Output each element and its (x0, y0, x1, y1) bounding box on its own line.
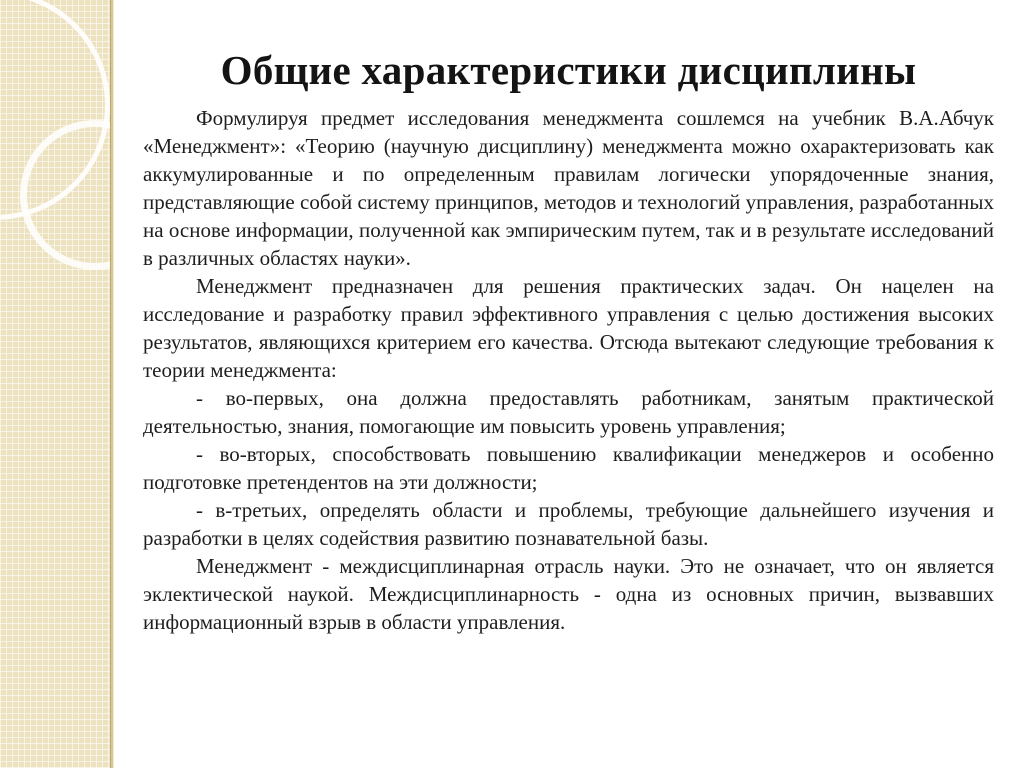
slide-title: Общие характеристики дисциплины (220, 47, 917, 93)
decorative-side-band (0, 0, 110, 768)
requirement-first: - во-первых, она должна предоставлять работникам, занятым практической деятельностью, знания, помогающие им повысить уровень управления; (143, 386, 994, 438)
paragraph-definition: Формулируя предмет исследования менеджмента сошлемся на учебник В.А.Абчук «Менеджмент»: «Теорию (научную дисциплину) менеджмента можно охарактеризовать как аккумулированные и по определенным правилам логически упорядоченные знания, представляющие собой систему принципов, методов и технологий управления, разработанных на основе информации, полученной как эмпирическим путем, так и в результате исследований в различных областях науки». (143, 106, 994, 270)
requirement-second: - во-вторых, способствовать повышению квалификации менеджеров и особенно подготовке претендентов на эти должности; (143, 442, 994, 494)
paragraph-interdisciplinary: Менеджмент - междисциплинарная отрасль науки. Это не означает, что он является эклектической наукой. Междисциплинарность - одна из основных причин, вызвавших информационный взрыв в области управления. (143, 554, 994, 634)
slide-content (143, 46, 994, 636)
side-band-border (110, 0, 114, 768)
paragraph-purpose: Менеджмент предназначен для решения практических задач. Он нацелен на исследование и разработку правил эффективного управления с целью достижения высоких результатов, являющихся критерием его качества. Отсюда вытекают следующие требования к теории менеджмента: (143, 274, 994, 382)
slide-body (143, 104, 994, 636)
requirement-third: - в-третьих, определять области и проблемы, требующие дальнейшего изучения и разработки в целях содействия развитию познавательной базы. (143, 498, 994, 550)
